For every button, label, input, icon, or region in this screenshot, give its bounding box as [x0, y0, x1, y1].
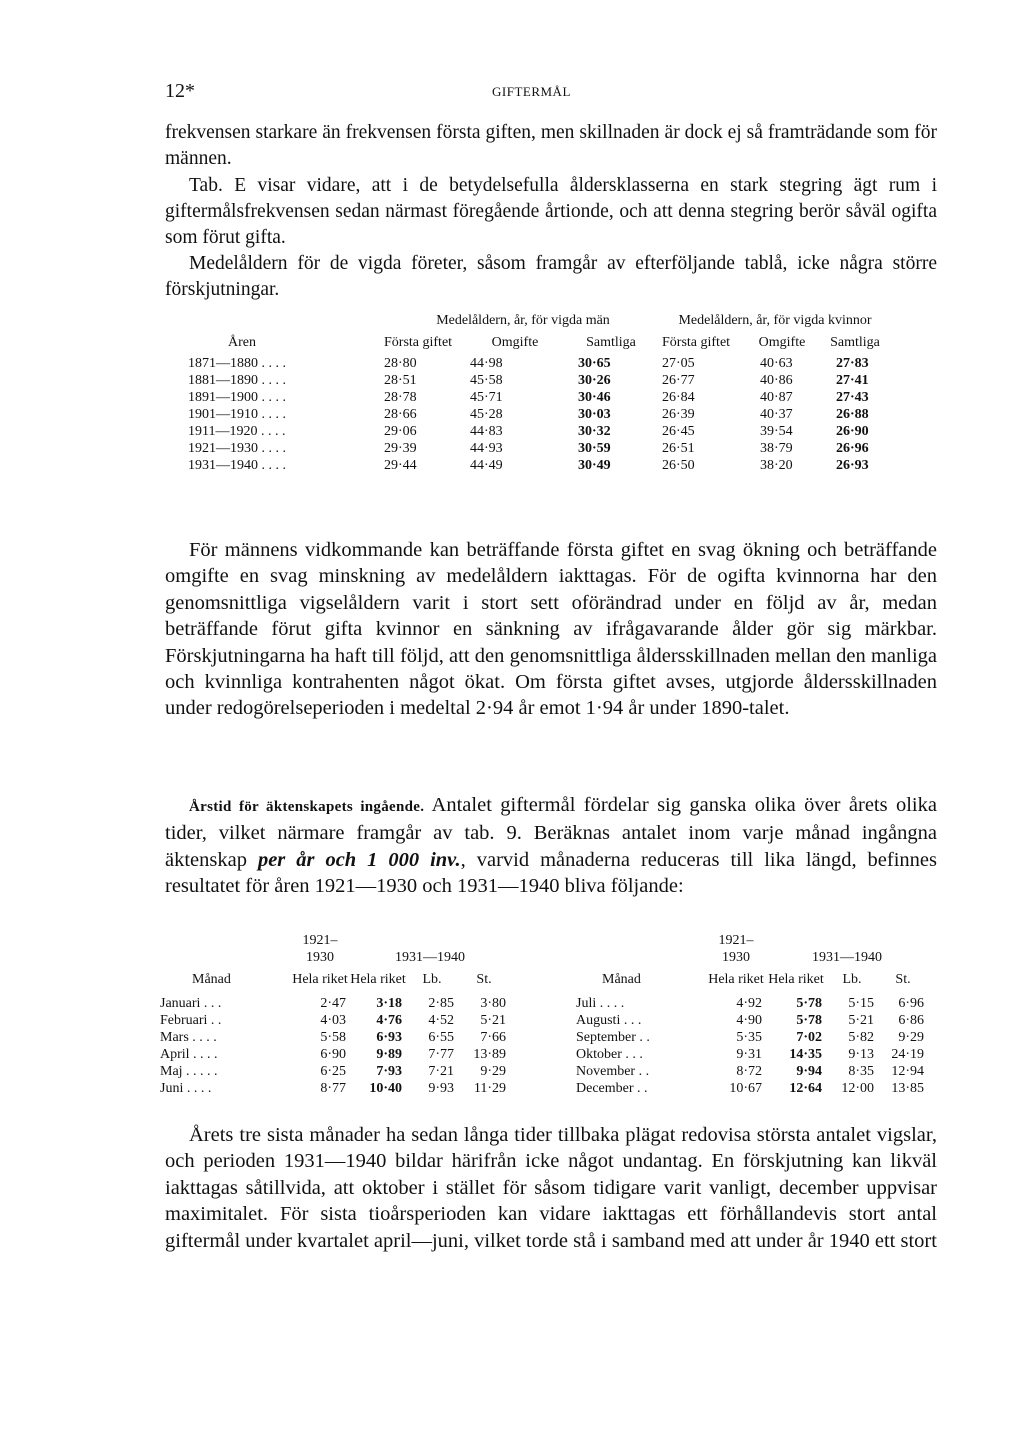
column-header-whole-1: Hela riket	[292, 972, 348, 987]
women-first-cell: 26·39	[662, 407, 695, 422]
st-cell: 9·29	[480, 1064, 506, 1079]
paragraph-5	[165, 792, 937, 900]
month-table-left	[160, 932, 510, 1097]
column-header-st: St.	[895, 972, 911, 987]
period-1-cell: 4·90	[736, 1013, 762, 1028]
table-row	[188, 440, 888, 457]
group-header-women: Medelåldern, år, för vigda kvinnor	[678, 313, 872, 328]
years-cell: 1921—1930 . . . .	[188, 441, 286, 456]
column-header-years: Åren	[228, 335, 256, 350]
men-remarried-cell: 45·58	[470, 373, 503, 388]
st-cell: 6·96	[898, 996, 924, 1011]
column-header-lb: Lb.	[422, 972, 442, 987]
table-row	[160, 1063, 510, 1080]
women-remarried-cell: 38·79	[760, 441, 793, 456]
men-remarried-cell: 45·71	[470, 390, 503, 405]
table-row	[160, 1046, 510, 1063]
period-1-cell: 8·77	[320, 1081, 346, 1096]
paragraph-5-text-b: , varvid månaderna reduceras till lika längd, befinnes resultatet för åren 1921—1930 och 1931—1940 bliva följande:	[165, 848, 937, 898]
column-header-month: Månad	[602, 972, 641, 987]
month-cell: Maj . . . . .	[160, 1064, 218, 1079]
period-1-header: 1921–1930	[302, 933, 338, 965]
period-1-cell: 8·72	[736, 1064, 762, 1079]
lb-cell: 2·85	[428, 996, 454, 1011]
table-row	[576, 995, 928, 1012]
men-first-cell: 28·78	[384, 390, 417, 405]
st-cell: 13·85	[891, 1081, 924, 1096]
period-2-cell: 6·93	[376, 1030, 402, 1045]
women-all-cell: 26·96	[836, 441, 869, 456]
period-1-cell: 6·90	[320, 1047, 346, 1062]
month-table-left-body	[160, 995, 510, 1097]
month-cell: December . .	[576, 1081, 648, 1096]
lb-cell: 5·15	[848, 996, 874, 1011]
period-2-cell: 14·35	[789, 1047, 822, 1062]
table-header-spacer	[188, 312, 384, 335]
st-cell: 12·94	[891, 1064, 924, 1079]
women-first-cell: 26·84	[662, 390, 695, 405]
column-header-women-all: Samtliga	[830, 335, 880, 350]
table-row	[188, 457, 888, 474]
month-cell: November . .	[576, 1064, 650, 1079]
paragraph-4: För männens vidkommande kan beträffande första giftet en svag ökning och beträffande omgifte en svag minskning av medelåldern iakttagas. För de ogifta kvinnorna har den genomsnittliga vigselåldern varit i stort sett oförändrad under en följd av år, medan beträffande förut gifta kvinnor en sänkning av ifrågavarande ålder gör sig märkbar. Förskjutningarna ha haft till följd, att den genomsnittliga åldersskillnaden mellan den manliga och kvinnliga kontrahenten något ökat. Om första giftet avses, utgjorde åldersskillnaden under redogörelseperioden i medeltal 2·94 år emot 1·94 år under 1890-talet.	[165, 539, 937, 720]
paragraph-5-text-a: Antalet giftermål fördelar sig ganska olika över årets olika tider, vilket närmare framgår av tab. 9. Beräknas antalet inom varje månad ingångna äktenskap	[165, 794, 937, 871]
men-all-cell: 30·46	[578, 390, 611, 405]
period-2-cell: 4·76	[376, 1013, 402, 1028]
men-all-cell: 30·32	[578, 424, 611, 439]
section-heading: Årstid för äktenskapets ingående.	[189, 799, 425, 815]
men-remarried-cell: 44·49	[470, 458, 503, 473]
table-row	[160, 1080, 510, 1097]
period-2-cell: 12·64	[789, 1081, 822, 1096]
period-1-cell: 4·92	[736, 996, 762, 1011]
years-cell: 1881—1890 . . . .	[188, 373, 286, 388]
years-cell: 1891—1900 . . . .	[188, 390, 286, 405]
table-row	[188, 423, 888, 440]
table-row	[576, 1012, 928, 1029]
women-first-cell: 26·51	[662, 441, 695, 456]
women-all-cell: 26·93	[836, 458, 869, 473]
period-2-cell: 3·18	[376, 996, 402, 1011]
month-cell: Juni . . . .	[160, 1081, 212, 1096]
lb-cell: 5·21	[848, 1013, 874, 1028]
period-2-cell: 7·93	[376, 1064, 402, 1079]
paragraph-1: frekvensen starkare än frekvensen första giften, men skillnaden är dock ej så framträdande som för männen.	[165, 122, 937, 170]
lb-cell: 7·21	[428, 1064, 454, 1079]
men-remarried-cell: 44·93	[470, 441, 503, 456]
men-first-cell: 29·39	[384, 441, 417, 456]
column-header-women-first: Första giftet	[662, 335, 731, 350]
paragraph-5-emphasis: per år och 1 000 inv.	[257, 848, 461, 871]
period-2-cell: 10·40	[369, 1081, 402, 1096]
men-remarried-cell: 44·83	[470, 424, 503, 439]
column-header-men-remarried: Omgifte	[491, 335, 539, 350]
lb-cell: 8·35	[848, 1064, 874, 1079]
group-header-men: Medelåldern, år, för vigda män	[436, 313, 610, 328]
table-row	[576, 1080, 928, 1097]
lb-cell: 5·82	[848, 1030, 874, 1045]
month-cell: Augusti . . .	[576, 1013, 642, 1028]
men-first-cell: 28·51	[384, 373, 417, 388]
men-all-cell: 30·49	[578, 458, 611, 473]
period-1-cell: 9·31	[736, 1047, 762, 1062]
lb-cell: 6·55	[428, 1030, 454, 1045]
period-2-cell: 9·94	[796, 1064, 822, 1079]
period-2-cell: 9·89	[376, 1047, 402, 1062]
women-all-cell: 27·43	[836, 390, 869, 405]
women-all-cell: 26·88	[836, 407, 869, 422]
table-row	[576, 1046, 928, 1063]
period-1-cell: 4·03	[320, 1013, 346, 1028]
month-cell: Oktober . . .	[576, 1047, 643, 1062]
mean-age-table	[188, 312, 888, 474]
women-remarried-cell: 40·63	[760, 356, 793, 371]
month-cell: Juli . . . .	[576, 996, 625, 1011]
years-cell: 1871—1880 . . . .	[188, 356, 286, 371]
table-row	[188, 372, 888, 389]
column-header-month: Månad	[192, 972, 231, 987]
st-cell: 13·89	[473, 1047, 506, 1062]
period-2-cell: 5·78	[796, 996, 822, 1011]
st-cell: 3·80	[480, 996, 506, 1011]
column-header-men-all: Samtliga	[586, 335, 636, 350]
age-table-body	[188, 355, 888, 474]
table-row	[188, 355, 888, 372]
period-1-cell: 6·25	[320, 1064, 346, 1079]
men-remarried-cell: 45·28	[470, 407, 503, 422]
paragraph-3: Medelåldern för de vigda företer, såsom framgår av efterföljande tablå, icke några större förskjutningar.	[165, 253, 937, 301]
column-header-lb: Lb.	[842, 972, 862, 987]
paragraph-6: Årets tre sista månader ha sedan långa tider tillbaka plägat redovisa största antalet vigslar, och perioden 1931—1940 bildar härifrån icke något undantag. En förskjutning kan likväl iakttagas såtillvida, att oktober i stället för såsom tidigare varit vanligt, december uppvisar maximitalet. För sista tioårsperioden kan vidare iakttagas ett förhållandevis stort antal giftermål under kvartalet april—juni, vilket torde stå i samband med att under år 1940 ett stort	[165, 1124, 937, 1252]
women-all-cell: 27·83	[836, 356, 869, 371]
women-remarried-cell: 39·54	[760, 424, 793, 439]
women-remarried-cell: 38·20	[760, 458, 793, 473]
st-cell: 7·66	[480, 1030, 506, 1045]
st-cell: 24·19	[891, 1047, 924, 1062]
lb-cell: 12·00	[841, 1081, 874, 1096]
running-title: GIFTERMÅL	[492, 84, 571, 99]
column-header-whole-2: Hela riket	[350, 972, 406, 987]
table-row	[576, 1029, 928, 1046]
women-first-cell: 27·05	[662, 356, 695, 371]
women-all-cell: 27·41	[836, 373, 869, 388]
month-cell: Februari . .	[160, 1013, 222, 1028]
men-first-cell: 28·80	[384, 356, 417, 371]
column-header-whole-1: Hela riket	[708, 972, 764, 987]
month-cell: September . .	[576, 1030, 650, 1045]
month-cell: Mars . . . .	[160, 1030, 217, 1045]
lb-cell: 9·13	[848, 1047, 874, 1062]
paragraph-2: Tab. E visar vidare, att i de betydelsefulla åldersklasserna en stark stegring ägt rum i giftermålsfrekvensen sedan närmast föregående årtionde, och att denna stegring berör såväl ogifta som förut gifta.	[165, 175, 937, 249]
column-header-women-remarried: Omgifte	[758, 335, 806, 350]
period-1-cell: 5·35	[736, 1030, 762, 1045]
st-cell: 9·29	[898, 1030, 924, 1045]
st-cell: 6·86	[898, 1013, 924, 1028]
men-all-cell: 30·03	[578, 407, 611, 422]
table-row	[160, 1012, 510, 1029]
women-remarried-cell: 40·86	[760, 373, 793, 388]
women-first-cell: 26·77	[662, 373, 695, 388]
period-2-header: 1931—1940	[395, 950, 465, 965]
period-1-cell: 5·58	[320, 1030, 346, 1045]
women-remarried-cell: 40·37	[760, 407, 793, 422]
men-remarried-cell: 44·98	[470, 356, 503, 371]
st-cell: 11·29	[473, 1081, 506, 1096]
years-cell: 1911—1920 . . . .	[188, 424, 286, 439]
period-1-cell: 2·47	[320, 996, 346, 1011]
table-row	[188, 406, 888, 423]
lb-cell: 7·77	[428, 1047, 454, 1062]
period-2-cell: 7·02	[796, 1030, 822, 1045]
years-cell: 1901—1910 . . . .	[188, 407, 286, 422]
month-cell: Januari . . .	[160, 996, 222, 1011]
men-all-cell: 30·59	[578, 441, 611, 456]
column-header-men-first: Första giftet	[384, 335, 453, 350]
men-all-cell: 30·26	[578, 373, 611, 388]
men-first-cell: 28·66	[384, 407, 417, 422]
st-cell: 5·21	[480, 1013, 506, 1028]
table-row	[188, 389, 888, 406]
men-first-cell: 29·44	[384, 458, 417, 473]
column-header-whole-2: Hela riket	[768, 972, 824, 987]
women-first-cell: 26·50	[662, 458, 695, 473]
years-cell: 1931—1940 . . . .	[188, 458, 286, 473]
lb-cell: 9·93	[428, 1081, 454, 1096]
lb-cell: 4·52	[428, 1013, 454, 1028]
period-2-header: 1931—1940	[812, 950, 882, 965]
period-1-header: 1921–1930	[718, 933, 754, 965]
table-row	[160, 1029, 510, 1046]
month-table-right	[576, 932, 928, 1097]
month-cell: April . . . .	[160, 1047, 218, 1062]
page-number: 12*	[165, 80, 195, 102]
men-first-cell: 29·06	[384, 424, 417, 439]
table-row	[160, 995, 510, 1012]
men-all-cell: 30·65	[578, 356, 611, 371]
column-header-st: St.	[476, 972, 492, 987]
month-table-right-body	[576, 995, 928, 1097]
period-2-cell: 5·78	[796, 1013, 822, 1028]
women-all-cell: 26·90	[836, 424, 869, 439]
table-row	[576, 1063, 928, 1080]
period-1-cell: 10·67	[729, 1081, 762, 1096]
women-first-cell: 26·45	[662, 424, 695, 439]
women-remarried-cell: 40·87	[760, 390, 793, 405]
